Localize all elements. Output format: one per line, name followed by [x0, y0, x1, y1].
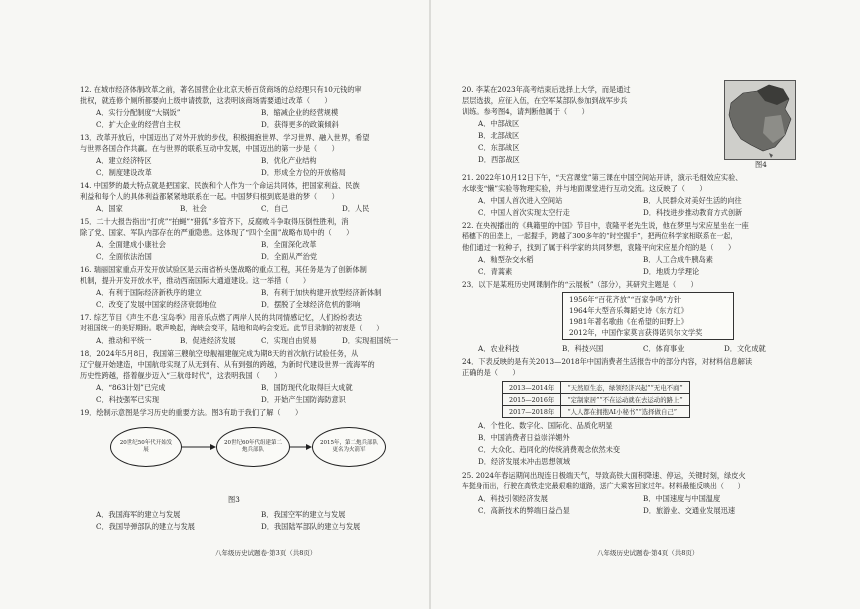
q18-option-c: C．科技强军已实现 [96, 395, 160, 404]
cloud-display-board [562, 292, 734, 340]
q22-stem-line2: 稻穗下的田垄上，一起握手，跨越了300多年的“时空握手”，把两位科学家相联系在一起， [462, 232, 738, 240]
page-3-footer: 八年级历史试题卷·第3页（共8页） [215, 549, 317, 557]
q20-stem-line3: 训练。参考图4，请判断他属于（ ） [462, 107, 589, 116]
q23-stem: 23．以下是某班历史网课制作的“云展板”（部分），其研究主题是（ ） [462, 280, 698, 289]
q21-option-b: B．人民群众对美好生活的向往 [643, 196, 742, 205]
q19-option-b: B．我国空军的建立与发展 [261, 510, 346, 519]
q13-option-b: B．优化产业结构 [261, 156, 317, 165]
q20-option-a: A．中部战区 [478, 119, 520, 128]
figure-4-map [724, 80, 796, 160]
q21-option-a: A．中国人首次进入空间站 [478, 196, 563, 205]
q22-stem-line3: 他们通过一粒种子，找到了属于科学家的共同梦想，袁隆平向宋应星介绍的是（ ） [462, 243, 736, 252]
q18-stem-line2: 辽宁舰开始建造，中国航母实现了从无到有、从有到强的跨越，为新时代建设世界一流海军的 [80, 360, 375, 369]
table-cell-year: 2017—2018年 [503, 406, 561, 418]
table-cell-content: “定制家居”“不在运动就在去运动的路上” [561, 394, 689, 406]
q17-option-c: C．实现自由贸易 [261, 336, 317, 345]
q20-option-c: C．东部战区 [478, 143, 520, 152]
q25-stem-line2: 车挺身而出，行驶在高铁走完最艰难的道路，送广大乘客回家过年。材料最能反映出（ ） [462, 482, 745, 490]
q23-option-c: C．体育事业 [643, 344, 685, 353]
q18-option-a: A．“863计划”已完成 [96, 383, 166, 392]
q20-stem-line1: 20. 李某在2023年高考结束后选择上大学，而是通过 [462, 85, 631, 94]
q18-stem-line1: 18．2024年5月8日，我国第三艘航空母舰福建舰完成为期8天的首次航行试验任务，从 [80, 349, 359, 358]
q15-stem-line2: 除了党、国家、军队内部存在的严重隐患。这体现了“四个全面”战略布局中的（ ） [80, 228, 354, 237]
q21-option-c: C．中国人首次实现太空行走 [478, 208, 570, 217]
q17-stem-line1: 17. 综艺节目《声生不息·宝岛季》用音乐点燃了两岸人民的共同情感记忆，人们纷纷表达 [80, 313, 362, 322]
q13-option-a: A．建立经济特区 [96, 156, 152, 165]
q12-option-b: B．缩减企业的经营规模 [261, 108, 339, 117]
consumer-report-table [502, 381, 690, 418]
q15-option-a: A．全面建成小康社会 [96, 240, 166, 249]
q14-stem-line2: 利益和每个人的具体利益都紧紧地联系在一起。中国梦归根到底是谁的梦（ ） [80, 192, 339, 201]
q15-option-b: B．全面深化改革 [261, 240, 317, 249]
q18-option-d: D．开始产生国防海防意识 [261, 395, 346, 404]
q14-option-c: C．自己 [261, 204, 289, 213]
table-row [503, 406, 690, 418]
diagram-node-3-label: 2015年，第二炮兵部队更名为火箭军 [320, 440, 378, 453]
q25-option-b: B．中国速度与中国温度 [643, 494, 721, 503]
q12-stem-line1: 12. 在城市经济体制改革之前，著名国营企业北京天桥百货商场的总经理只有10元钱的审 [80, 85, 362, 94]
q25-stem-line1: 25. 2024年春运期间出现连日极端天气，导致高铁大面积降速、停运，关键时刻，绿皮火 [462, 471, 746, 480]
q17-option-d: D．实现祖国统一 [342, 336, 399, 345]
table-cell-content: “天然原生态，绿领经济兴起”“无电不商” [561, 382, 689, 394]
board-row-3: 1981年著名歌曲《在希望的田野上》 [569, 317, 688, 326]
q14-option-a: A．国家 [96, 204, 123, 213]
q20-option-b: B．北部战区 [478, 131, 520, 140]
q15-stem-line1: 15．二十大报告指出“打虎”“拍蝇”“猎狐”多管齐下，反腐败斗争取得压倒性胜利，消 [80, 217, 349, 226]
q22-option-c: C．青蒿素 [478, 267, 513, 276]
q16-option-c: C．改变了发展中国家的经济衰弱地位 [96, 300, 217, 309]
diagram-node-2-label: 20世纪60年代组建第二炮兵部队 [224, 440, 282, 453]
q12-option-a: A．实行分配制度“大锅饭” [96, 108, 181, 117]
q24-stem-line1: 24．下表反映的是有关2013—2018年中国消费者生活报告中的部分内容，对材料信息解读 [462, 357, 753, 366]
page-fold [429, 0, 431, 609]
table-row [503, 394, 690, 406]
china-map-graphic [725, 81, 795, 159]
diagram-node-1 [110, 427, 182, 467]
q21-stem-line2: 水球变“懒”实验等物理实验，并与地面课堂进行互动交流。这反映了（ ） [462, 184, 707, 193]
q18-option-b: B．国防现代化取得巨大成就 [261, 383, 353, 392]
q25-option-c: C．高新技术的弊端日益凸显 [478, 506, 570, 515]
q16-stem-line1: 16. 瑞丽国家重点开发开放试验区是云南省桥头堡战略的重点工程，其任务是为了创新体制 [80, 265, 367, 274]
q14-option-d: D．人民 [342, 204, 370, 213]
diagram-node-3 [312, 427, 386, 467]
q17-stem-line2: 对祖国统一的美好期盼。歌声唤起，海峡会变平，陆地和岛屿会变近。此节目录制的初衷是（ ） [80, 324, 384, 332]
q22-option-d: D．地质力学理论 [643, 267, 700, 276]
q17-option-b: B．促进经济发展 [180, 336, 236, 345]
q22-option-a: A．籼型杂交水稻 [478, 255, 534, 264]
diagram-node-1-label: 20世纪50年代开始发展 [119, 440, 173, 453]
map-island [769, 153, 773, 158]
board-row-2: 1964年大型音乐舞蹈史诗《东方红》 [569, 306, 688, 315]
q21-option-d: D．科技进步推动教育方式创新 [643, 208, 743, 217]
q24-option-c: C．大众化、趋同化的传统消费观念依然未变 [478, 445, 621, 454]
diagram-node-2 [216, 427, 290, 467]
q22-stem-line1: 22. 在央视播出的《典籍里的中国》节目中，袁隆平老先生说，他在梦里与宋应星坐在一座 [462, 221, 749, 230]
q14-stem-line1: 14. 中国梦的最大特点就是把国家、民族和个人作为一个命运共同体，把国家利益、民族 [80, 181, 360, 190]
board-row-1: 1956年“百花齐放”“百家争鸣”方针 [569, 295, 682, 304]
q23-option-b: B．科技兴国 [562, 344, 604, 353]
q13-stem-line2: 与世界各国合作共赢。在与世界的联系互动中发展，中国迈出的第一步是（ ） [80, 144, 339, 153]
q13-stem-line1: 13．改革开放后，中国迈出了对外开放的步伐，积极拥抱世界、学习世界、融入世界，希望 [80, 133, 370, 142]
q13-option-c: C．制度建设改革 [96, 168, 152, 177]
q12-option-c: C．扩大企业的经营自主权 [96, 120, 181, 129]
q23-option-a: A．农业科技 [478, 344, 520, 353]
table-cell-content: “人人都在拥抱AI小秘书”“选择做自己” [561, 406, 689, 418]
q16-stem-line2: 机制，提升开发开放水平，推动西南国际大通道建设。这一举措（ ） [80, 276, 311, 285]
q24-option-a: A．个性化、数字化、国际化、品质化明显 [478, 421, 613, 430]
table-cell-year: 2013—2014年 [503, 382, 561, 394]
q19-option-a: A．我国海军的建立与发展 [96, 510, 181, 519]
board-row-4: 2012年，中国作家莫言获得诺贝尔文学奖 [569, 328, 703, 337]
q20-option-d: D．西部战区 [478, 155, 520, 164]
page-4-footer: 八年级历史试题卷·第4页（共8页） [597, 549, 699, 557]
q25-option-d: D．旅游业、交通业发展迅速 [643, 506, 736, 515]
q19-stem: 19．绘制示意图是学习历史的重要方法。图3有助于我们了解（ ） [80, 408, 303, 417]
q16-option-b: B．有利于加快构建开放型经济新体制 [261, 288, 382, 297]
q24-stem-line2: 正确的是（ ） [462, 368, 520, 377]
q24-option-d: D．经济发展未冲击思想领域 [478, 457, 571, 466]
figure-3-caption: 图3 [228, 495, 240, 504]
q17-option-a: A．推动和平统一 [96, 336, 152, 345]
q22-option-b: B．人工合成牛胰岛素 [643, 255, 713, 264]
q12-stem-line2: 批权，就连修个厕所都要向上级申请拨款，这表明该商场需要通过改革（ ） [80, 96, 332, 105]
q19-option-c: C．我国导弹部队的建立与发展 [96, 522, 195, 531]
table-cell-year: 2015—2016年 [503, 394, 561, 406]
q12-option-d: D．获得更多的政策倾斜 [261, 120, 339, 129]
q24-option-b: B．中国消费者日益崇洋媚外 [478, 433, 570, 442]
q13-option-d: D．形成全方位的开放格局 [261, 168, 346, 177]
q25-option-a: A．科技引领经济发展 [478, 494, 548, 503]
q16-option-a: A．有利于国际经济新秩序的建立 [96, 288, 202, 297]
q21-stem-line1: 21. 2022年10月12日下午，“天宫课堂”第三课在中国空间站开讲，演示毛细效应实验、 [462, 173, 743, 182]
q20-stem-line2: 层层选拔，应征入伍，在空军某部队参加到战军步兵 [462, 96, 628, 105]
figure-4-caption: 图4 [755, 160, 767, 169]
q15-option-c: C．全面依法治国 [96, 252, 152, 261]
q18-stem-line3: 历史性跨越，搭着舰步迈入“三航母时代”，这表明我国（ ） [80, 371, 282, 380]
q15-option-d: D．全面从严治党 [261, 252, 318, 261]
q14-option-b: B．社会 [180, 204, 207, 213]
q16-option-d: D．摆脱了全球经济危机的影响 [261, 300, 361, 309]
q23-option-d: D．文化成就 [724, 344, 766, 353]
q19-option-d: D．我国陆军部队的建立与发展 [261, 522, 361, 531]
table-row [503, 382, 690, 394]
